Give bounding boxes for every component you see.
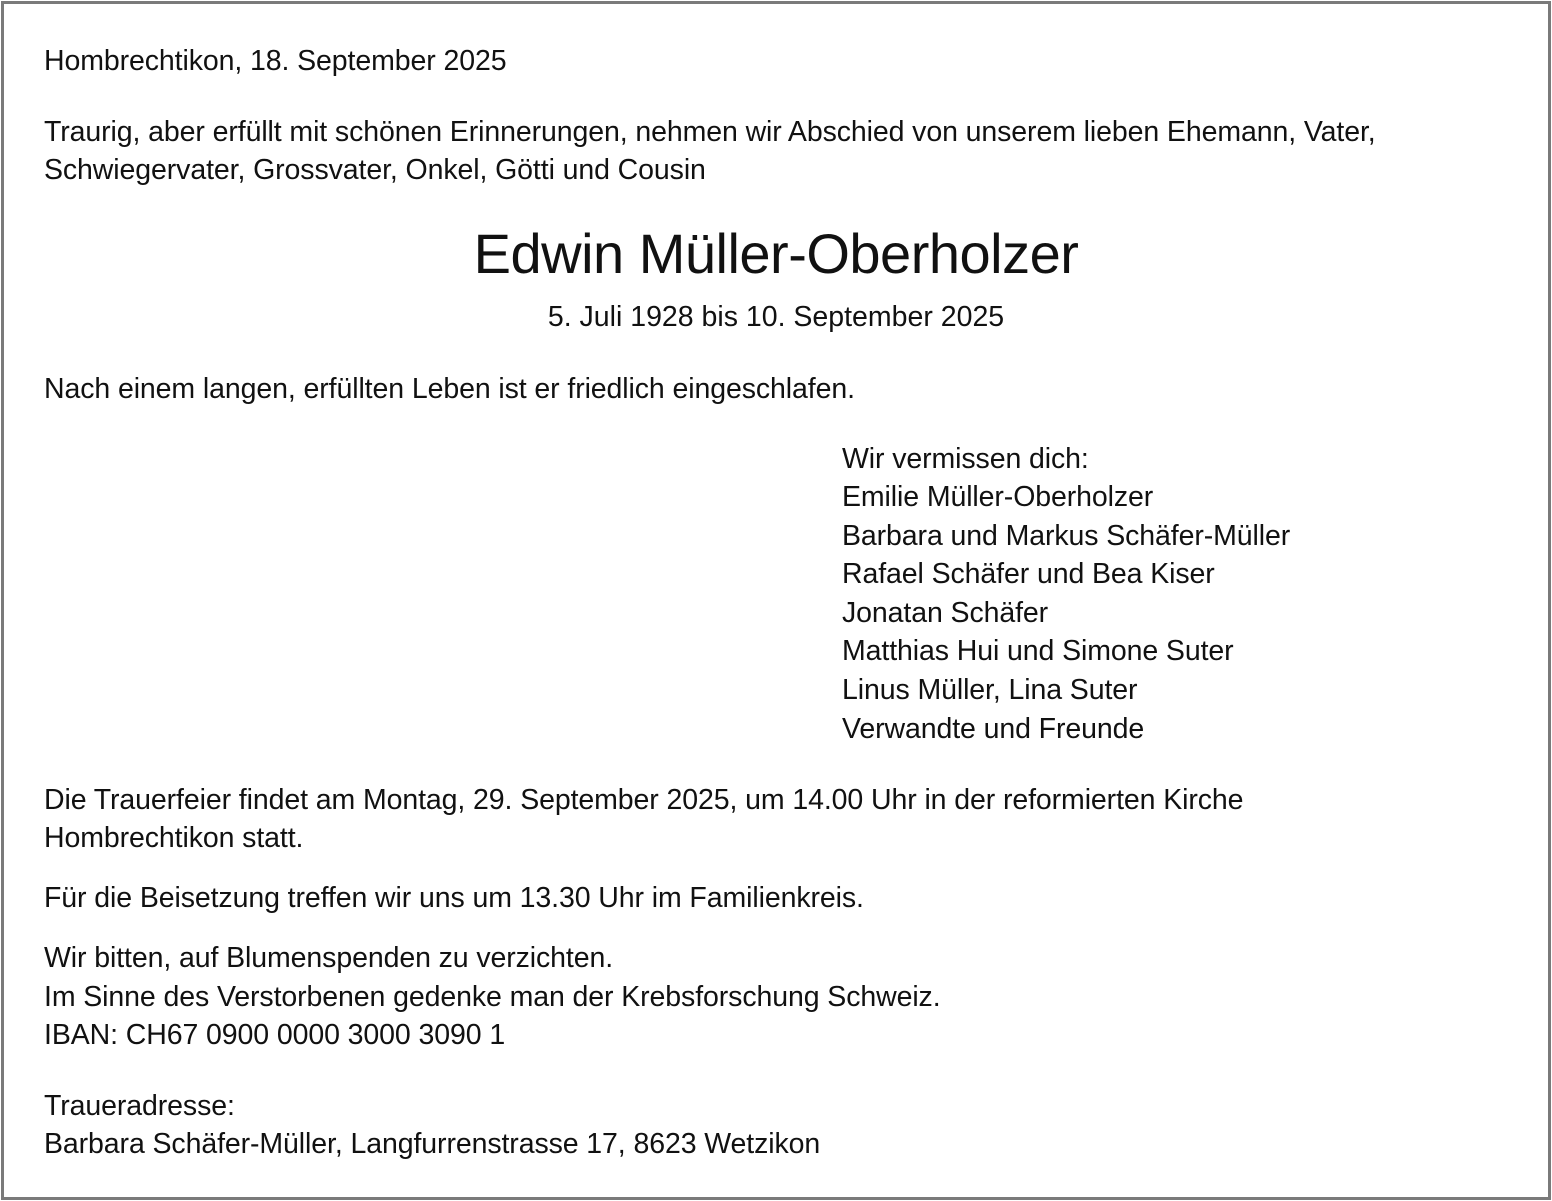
lifespan: 5. Juli 1928 bis 10. September 2025 [547,301,1005,333]
deceased-name: Edwin Müller-Oberholzer [473,222,1079,285]
mourner-name: Barbara und Markus Schäfer-Müller [842,520,1291,552]
mourner-name: Matthias Hui und Simone Suter [842,635,1234,667]
mourner-name: Rafael Schäfer und Bea Kiser [842,558,1215,590]
mourner-name: Jonatan Schäfer [842,597,1049,629]
donation-line-2: Im Sinne des Verstorbenen gedenke man der Krebsforschung Schweiz. [44,981,941,1013]
iban: IBAN: CH67 0900 0000 3000 3090 1 [44,1019,506,1051]
intro-line-1: Traurig, aber erfüllt mit schönen Erinnerungen, nehmen wir Abschied von unserem lieben Ehemann, Vater, [44,116,1376,148]
address-label: Traueradresse: [44,1090,235,1122]
mourner-name: Linus Müller, Lina Suter [842,674,1138,706]
statement: Nach einem langen, erfüllten Leben ist er friedlich eingeschlafen. [44,373,855,405]
intro-line-2: Schwiegervater, Grossvater, Onkel, Götti und Cousin [44,154,706,186]
service-line-1: Die Trauerfeier findet am Montag, 29. September 2025, um 14.00 Uhr in der reformierten Kirche [44,784,1244,816]
mourner-name: Verwandte und Freunde [842,713,1145,745]
place-date: Hombrechtikon, 18. September 2025 [44,45,507,77]
address-value: Barbara Schäfer-Müller, Langfurrenstrasse 17, 8623 Wetzikon [44,1128,821,1160]
donation-line-1: Wir bitten, auf Blumenspenden zu verzichten. [44,942,614,974]
burial-note: Für die Beisetzung treffen wir uns um 13.30 Uhr im Familienkreis. [44,882,864,914]
mourners-heading: Wir vermissen dich: [842,443,1089,475]
mourner-name: Emilie Müller-Oberholzer [842,481,1154,513]
service-line-2: Hombrechtikon statt. [44,822,304,854]
